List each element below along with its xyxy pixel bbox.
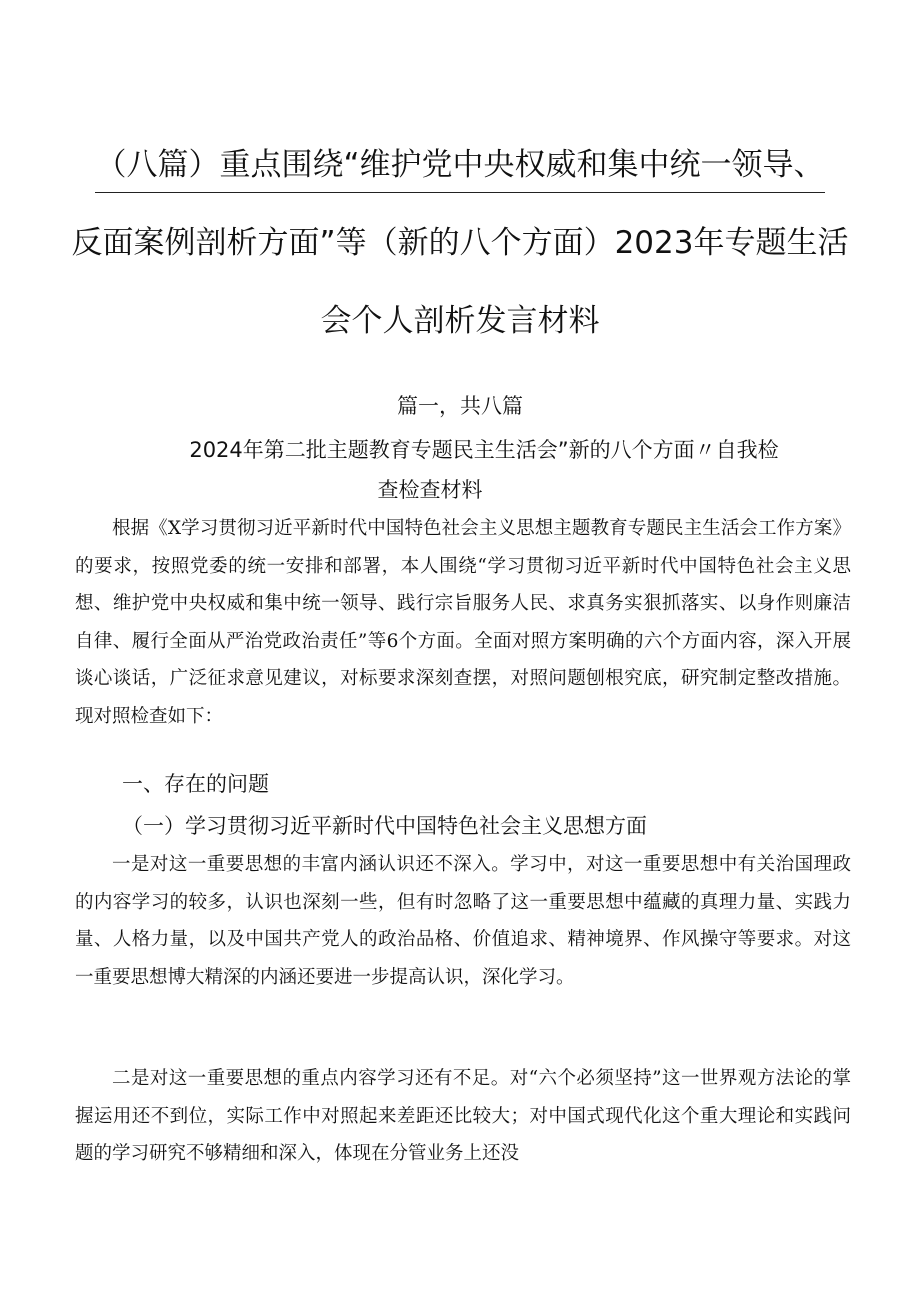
title-line-1: （八篇）重点围绕“维护党中央权威和集中统一领导、: [95, 140, 824, 193]
document-title: [0, 140, 920, 374]
subtitle-line-2: 查检查材料: [377, 478, 483, 502]
chapter-label: 篇一，共八篇: [397, 394, 523, 418]
body-paragraph-1: 一是对这一重要思想的丰富内涵认识还不深入。学习中，对这一重要思想中有关治国理政的内容学习的较多，认识也深刻一些，但有时忽略了这一重要思想中蕴藏的真理力量、实践力量、人格力量，以及中国共产党人的政治品格、价值追求、精神境界、作风操守等要求。对这一重要思想博大精深的内涵还要进一步提高认识，深化学习。: [75, 854, 851, 988]
section-heading: 一、存在的问题: [122, 772, 269, 796]
subsection-heading: （一）学习贯彻习近平新时代中国特色社会主义思想方面: [122, 814, 647, 838]
body-paragraph-2-block: [75, 1060, 851, 1173]
title-line-3: 会个人剖析发言材料: [320, 303, 600, 339]
body-paragraph-1-block: [75, 846, 851, 996]
intro-paragraph-block: [75, 510, 851, 735]
subtitle-line-1: 2024年第二批主题教育专题民主生活会”新的八个方面〃自我检: [189, 438, 779, 462]
body-paragraph-2: 二是对这一重要思想的重点内容学习还有不足。对“六个必须坚持”这一世界观方法论的掌握运用还不到位，实际工作中对照起来差距还比较大；对中国式现代化这个重大理论和实践问题的学习研究不够精细和深入，体现在分管业务上还没: [75, 1068, 851, 1164]
intro-paragraph: 根据《X学习贯彻习近平新时代中国特色社会主义思想主题教育专题民主生活会工作方案》的要求，按照党委的统一安排和部署，本人围绕“学习贯彻习近平新时代中国特色社会主义思想、维护党中央权威和集中统一领导、践行宗旨服务人民、求真务实狠抓落实、以身作则廉洁自律、履行全面从严治党政治责任”等6个方面。全面对照方案明确的六个方面内容，深入开展谈心谈话，广泛征求意见建议，对标要求深刻查摆，对照问题刨根究底，研究制定整改措施。现对照检查如下：: [75, 518, 851, 727]
title-line-2: 反面案例剖析方面”等（新的八个方面）2023年专题生活: [71, 225, 849, 261]
